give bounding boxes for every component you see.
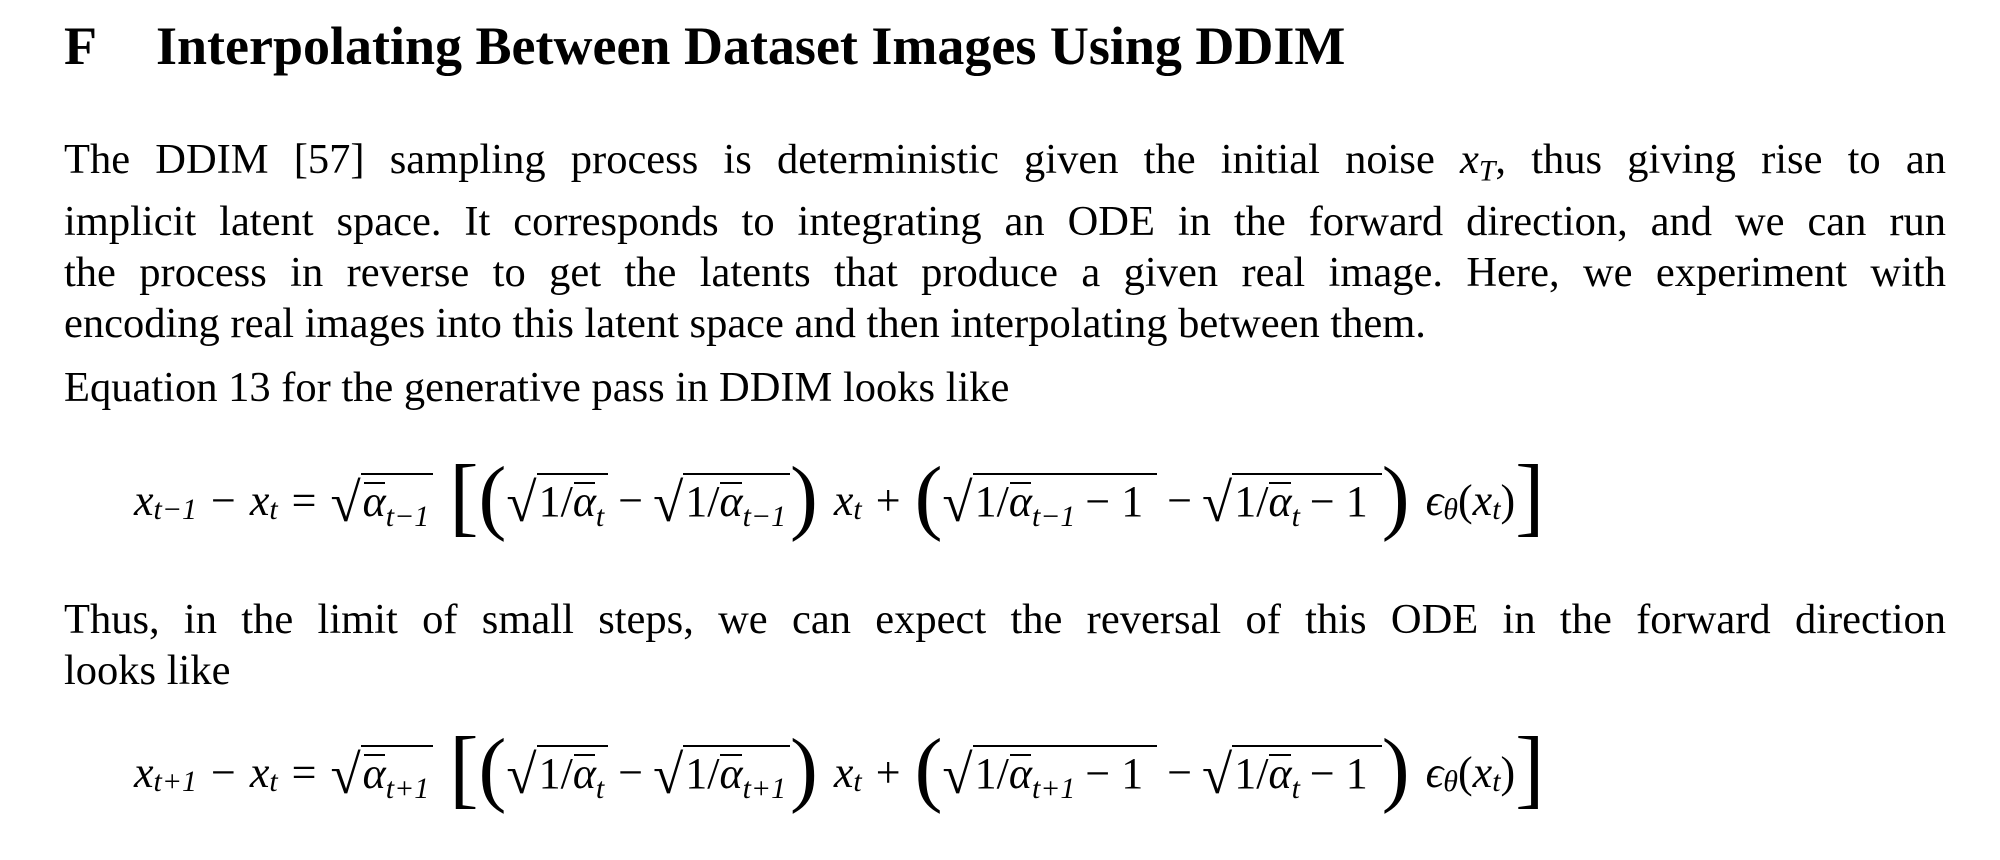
section-number: F bbox=[64, 16, 97, 76]
equation-forward-reversal bbox=[134, 722, 1894, 822]
right-paren: ) bbox=[790, 723, 818, 816]
sqrt-term bbox=[653, 743, 790, 806]
alpha-bar: α bbox=[1008, 476, 1032, 526]
eq-sub: t+1 bbox=[385, 772, 430, 806]
alpha-bar: α bbox=[1268, 476, 1292, 526]
alpha-bar: α bbox=[719, 748, 743, 798]
eq-one: 1 bbox=[685, 476, 708, 526]
eq-one: 1 bbox=[1234, 476, 1257, 526]
left-paren: ( bbox=[914, 723, 943, 816]
eq-minus-one: − 1 bbox=[1309, 748, 1368, 798]
sqrt-sign: √ bbox=[942, 743, 973, 805]
sqrt-sign: √ bbox=[1202, 471, 1233, 533]
alpha-bar: α bbox=[572, 476, 596, 526]
paragraph-line: Equation 13 for the generative pass in DDIM looks like bbox=[64, 364, 1010, 411]
eq-operator: − bbox=[210, 475, 236, 525]
sqrt-term bbox=[942, 743, 1157, 806]
eq-slash: / bbox=[1256, 476, 1269, 526]
eq-sub: t−1 bbox=[153, 493, 197, 527]
eq-sub: t bbox=[853, 493, 862, 527]
left-bracket: [ bbox=[449, 448, 479, 545]
alpha-bar: α bbox=[1008, 748, 1032, 798]
right-paren: ) bbox=[790, 451, 818, 544]
left-paren: ( bbox=[914, 451, 943, 544]
eq-slash: / bbox=[707, 748, 720, 798]
eps-symbol: ϵ bbox=[1425, 747, 1444, 797]
eq-one: 1 bbox=[1234, 748, 1257, 798]
sqrt-sign: √ bbox=[1202, 743, 1233, 805]
eq-sub: t bbox=[1291, 772, 1300, 806]
sqrt-sign: √ bbox=[330, 471, 361, 533]
paragraph-line: the process in reverse to get the latents that produce a given real image. Here, we experiment with bbox=[64, 249, 1946, 297]
eq-one: 1 bbox=[974, 748, 997, 798]
var-x: x bbox=[1460, 136, 1479, 183]
sqrt-sign: √ bbox=[506, 471, 537, 533]
eq-sub: t bbox=[853, 765, 862, 799]
var-sub: T bbox=[1478, 154, 1496, 188]
paragraph-line bbox=[64, 134, 1946, 196]
paragraph-ddim-intro bbox=[64, 134, 1946, 349]
paragraph-line: encoding real images into this latent space and then interpolating between them. bbox=[64, 300, 1426, 348]
sqrt-sign: √ bbox=[942, 471, 973, 533]
sqrt-term bbox=[942, 471, 1157, 534]
eps-symbol: ϵ bbox=[1425, 475, 1444, 525]
eq-slash: / bbox=[996, 476, 1009, 526]
eq-equals: = bbox=[291, 475, 317, 525]
eq-var: x bbox=[833, 475, 854, 525]
eq-sub: θ bbox=[1443, 765, 1458, 799]
eq-paren: ) bbox=[1500, 475, 1516, 525]
sqrt-sign: √ bbox=[506, 743, 537, 805]
eq-operator: + bbox=[875, 475, 901, 525]
eq-slash: / bbox=[560, 476, 573, 526]
eq-slash: / bbox=[560, 748, 573, 798]
eq-minus-one: − 1 bbox=[1309, 476, 1368, 526]
eq-operator: − bbox=[1167, 747, 1193, 797]
sqrt-sign: √ bbox=[653, 743, 684, 805]
eq-slash: / bbox=[996, 748, 1009, 798]
right-paren: ) bbox=[1381, 451, 1410, 544]
sqrt-term bbox=[1202, 471, 1382, 534]
eq-sub: t+1 bbox=[742, 772, 787, 806]
eq-var: x bbox=[1472, 475, 1493, 525]
right-bracket: ] bbox=[1515, 720, 1545, 817]
text-run: , thus giving rise to an bbox=[1495, 136, 1946, 183]
eq-var: x bbox=[249, 475, 270, 525]
eq-operator: + bbox=[875, 747, 901, 797]
eq-operator: − bbox=[1167, 475, 1193, 525]
eq-sub: t bbox=[1492, 765, 1501, 799]
equation-generative-pass bbox=[134, 450, 1894, 550]
right-paren: ) bbox=[1381, 723, 1410, 816]
alpha-bar: α bbox=[362, 476, 386, 526]
eq-var: x bbox=[1472, 747, 1493, 797]
alpha-bar: α bbox=[1268, 748, 1292, 798]
sqrt-term bbox=[506, 743, 608, 806]
eq-one: 1 bbox=[974, 476, 997, 526]
eq-sub: t bbox=[1291, 500, 1300, 534]
eq-sub: t bbox=[269, 493, 278, 527]
sqrt-alpha-coef bbox=[330, 743, 433, 806]
eq-operator: − bbox=[618, 747, 644, 797]
alpha-bar: α bbox=[362, 748, 386, 798]
eq-slash: / bbox=[1256, 748, 1269, 798]
sqrt-term bbox=[653, 471, 790, 534]
left-paren: ( bbox=[478, 451, 507, 544]
eq-sub: t bbox=[1492, 493, 1501, 527]
noise-variable bbox=[1460, 136, 1496, 188]
alpha-bar: α bbox=[719, 476, 743, 526]
eq-sub: t+1 bbox=[153, 765, 197, 799]
eq-sub: θ bbox=[1443, 493, 1458, 527]
eq-slash: / bbox=[707, 476, 720, 526]
paragraph-line: Thus, in the limit of small steps, we can expect the reversal of this ODE in the forward direction bbox=[64, 596, 1946, 643]
eq-sub: t bbox=[269, 765, 278, 799]
eq-sub: t bbox=[595, 500, 605, 534]
paragraph-reversal bbox=[64, 594, 1946, 696]
left-bracket: [ bbox=[449, 720, 479, 817]
eq-equals: = bbox=[291, 747, 317, 797]
section-heading bbox=[64, 10, 1345, 82]
eq-paren: ( bbox=[1458, 747, 1473, 797]
left-paren: ( bbox=[478, 723, 507, 816]
eq-sub: t−1 bbox=[742, 500, 787, 534]
section-title: Interpolating Between Dataset Images Using DDIM bbox=[156, 16, 1346, 76]
eq-sub: t bbox=[595, 772, 605, 806]
eq-sub: t−1 bbox=[1031, 500, 1076, 534]
sqrt-term bbox=[506, 471, 608, 534]
eq-var: x bbox=[134, 747, 154, 797]
eq-minus-one: − 1 bbox=[1085, 748, 1144, 798]
eq-one: 1 bbox=[538, 476, 561, 526]
eq-var: x bbox=[134, 475, 154, 525]
eq-paren: ( bbox=[1458, 475, 1473, 525]
paragraph-line: implicit latent space. It corresponds to integrating an ODE in the forward direction, and we can run bbox=[64, 198, 1946, 246]
eq-one: 1 bbox=[685, 748, 708, 798]
eq-operator: − bbox=[618, 475, 644, 525]
sqrt-sign: √ bbox=[653, 471, 684, 533]
eq-paren: ) bbox=[1500, 747, 1516, 797]
eq-sub: t−1 bbox=[385, 500, 430, 534]
eq-var: x bbox=[833, 747, 854, 797]
eq-minus-one: − 1 bbox=[1085, 476, 1144, 526]
paragraph-equation-13 bbox=[64, 362, 1009, 413]
eq-operator: − bbox=[210, 747, 236, 797]
eq-sub: t+1 bbox=[1031, 772, 1076, 806]
paragraph-line: looks like bbox=[64, 647, 231, 694]
alpha-bar: α bbox=[572, 748, 596, 798]
eq-var: x bbox=[249, 747, 270, 797]
sqrt-term bbox=[1202, 743, 1382, 806]
right-bracket: ] bbox=[1515, 448, 1545, 545]
sqrt-sign: √ bbox=[330, 743, 361, 805]
sqrt-alpha-coef bbox=[330, 471, 433, 534]
eq-one: 1 bbox=[538, 748, 561, 798]
text-run: The DDIM [57] sampling process is deterministic given the initial noise bbox=[64, 136, 1460, 183]
